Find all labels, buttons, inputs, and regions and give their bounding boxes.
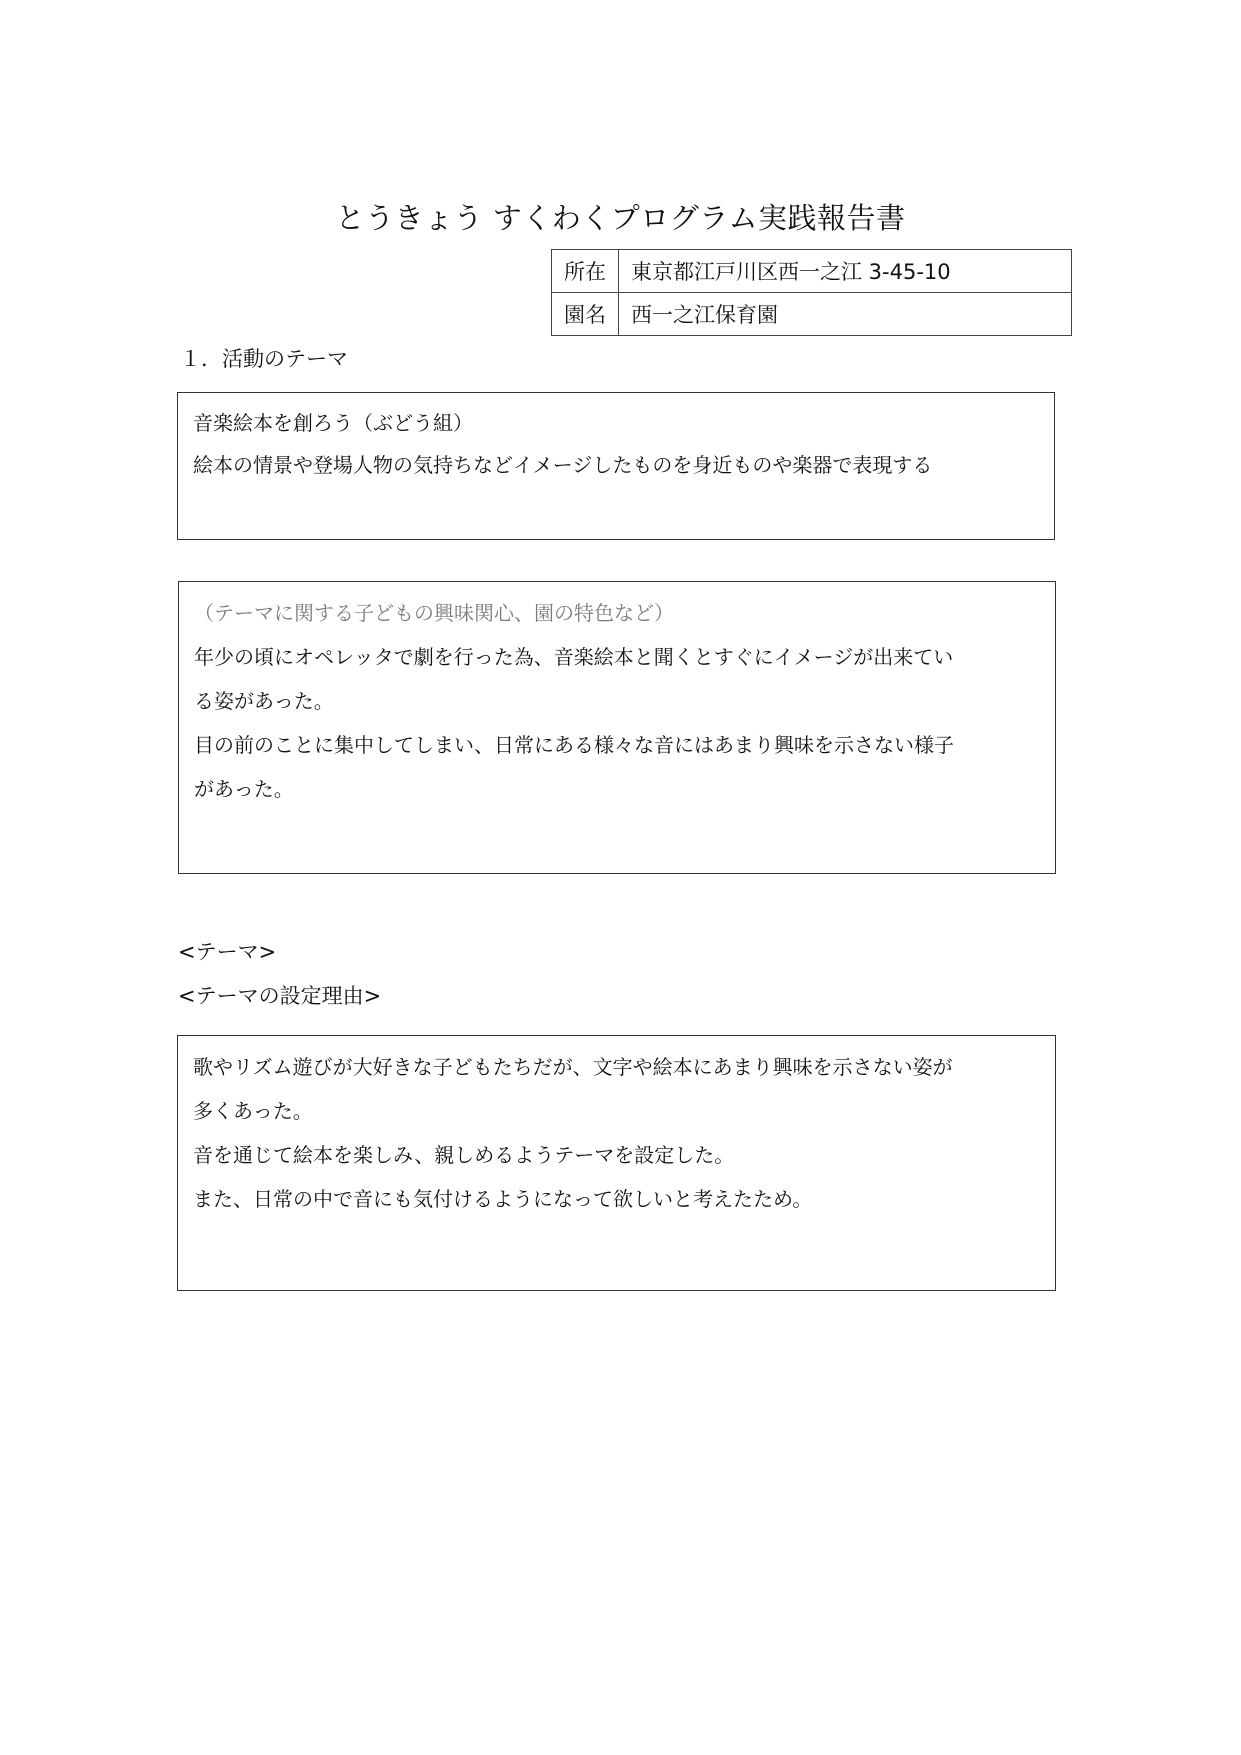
interest-line-1: 年少の頃にオペレッタで劇を行った為、音楽絵本と聞くとすぐにイメージが出来てい — [194, 645, 954, 669]
interest-line-4: があった。 — [194, 777, 294, 801]
theme-box — [177, 392, 1055, 540]
location-label: 所在 — [552, 250, 619, 293]
interest-line-3: 目の前のことに集中してしまい、日常にある様々な音にはあまり興味を示さない様子 — [194, 733, 954, 757]
document-title: とうきょう すくわくプログラム実践報告書 — [335, 201, 906, 235]
facility-name-row — [552, 293, 1072, 336]
theme-reason-label: <テーマの設定理由> — [178, 984, 382, 1008]
reason-line-1: 歌やリズム遊びが大好きな子どもたちだが、文字や絵本にあまり興味を示さない姿が — [193, 1055, 953, 1079]
facility-name-value: 西一之江保育園 — [619, 293, 1072, 336]
theme-title: 音楽絵本を創ろう（ぶどう組） — [193, 411, 473, 435]
interest-hint: （テーマに関する子どもの興味関心、園の特色など） — [194, 601, 674, 625]
reason-line-2: 多くあった。 — [193, 1099, 313, 1123]
location-row — [552, 250, 1072, 293]
reason-line-3: 音を通じて絵本を楽しみ、親しめるようテーマを設定した。 — [193, 1143, 735, 1167]
location-value: 東京都江戸川区西一之江 3-45-10 — [619, 250, 1072, 293]
theme-reason-box — [177, 1035, 1056, 1291]
facility-name-label: 園名 — [552, 293, 619, 336]
facility-info-table — [551, 249, 1072, 336]
interest-line-2: る姿があった。 — [194, 689, 334, 713]
reason-line-4: また、日常の中で音にも気付けるようになって欲しいと考えたため。 — [193, 1187, 813, 1211]
section-heading-activity-theme: １．活動のテーマ — [180, 347, 348, 371]
interest-box — [178, 581, 1056, 874]
theme-label: <テーマ> — [178, 940, 277, 964]
theme-description: 絵本の情景や登場人物の気持ちなどイメージしたものを身近ものや楽器で表現する — [193, 453, 933, 477]
